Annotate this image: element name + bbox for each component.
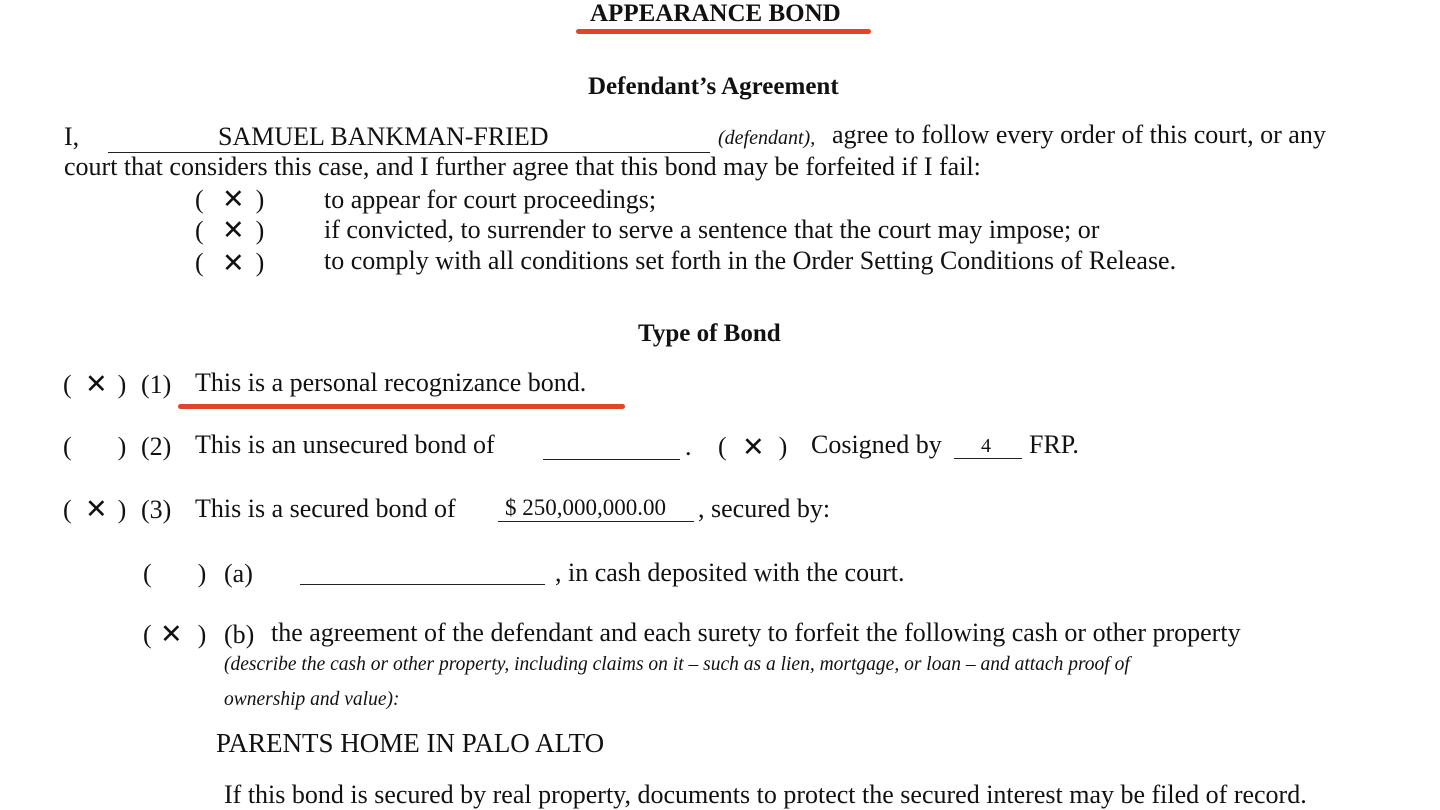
- bond-3a-text: , in cash deposited with the court.: [555, 558, 905, 587]
- type-of-bond-heading: Type of Bond: [638, 320, 781, 347]
- bond-3a-number: (a): [224, 559, 253, 588]
- bond-2-amount-line: [543, 459, 680, 460]
- bond-2-number: (2): [141, 432, 172, 461]
- bond-1-number: (1): [141, 370, 172, 399]
- checkbox-cosigned[interactable]: ( ): [718, 432, 788, 461]
- bond-3-text: This is a secured bond of: [195, 494, 456, 523]
- bond-2-text: This is an unsecured bond of: [195, 430, 495, 459]
- x-mark-icon: ✕: [742, 432, 765, 463]
- agreement-heading: Defendant’s Agreement: [588, 73, 839, 100]
- agreement-item-comply: to comply with all conditions set forth in the Order Setting Conditions of Release.: [324, 246, 1177, 275]
- bond-3b-note-line2: ownership and value):: [224, 689, 400, 710]
- checkbox-bond-3a[interactable]: ( ): [143, 559, 207, 588]
- cosigned-suffix: FRP.: [1029, 430, 1079, 459]
- checkbox-comply[interactable]: ( ): [195, 248, 265, 277]
- agreement-item-appear: to appear for court proceedings;: [324, 185, 657, 214]
- x-mark-icon: ✕: [160, 619, 183, 650]
- bond-1-text: This is a personal recognizance bond.: [195, 368, 587, 397]
- bond-3b-text: the agreement of the defendant and each surety to forfeit the following cash or other property: [271, 618, 1241, 647]
- title-highlight-underline: [576, 29, 871, 34]
- agreement-prefix: I,: [64, 122, 80, 151]
- checkbox-appear[interactable]: ( ): [195, 185, 265, 214]
- document-title: APPEARANCE BOND: [590, 0, 841, 27]
- secured-property: PARENTS HOME IN PALO ALTO: [216, 728, 605, 758]
- defendant-name: SAMUEL BANKMAN-FRIED: [218, 122, 549, 151]
- checkbox-bond-3[interactable]: ( ): [63, 495, 127, 524]
- bond-2-period: .: [685, 432, 692, 461]
- x-mark-icon: ✕: [222, 184, 245, 215]
- bond-3-suffix: , secured by:: [698, 494, 831, 523]
- x-mark-icon: ✕: [222, 248, 245, 279]
- checkbox-bond-3b[interactable]: ( ): [143, 620, 207, 649]
- bond-3b-note-line1: (describe the cash or other property, including claims on it – such as a lien, mortgage, or loan – and attach proof of: [224, 654, 1130, 675]
- cosigned-count-line: [954, 458, 1022, 459]
- checkbox-bond-2[interactable]: ( ): [63, 432, 127, 461]
- agreement-line2: court that considers this case, and I further agree that this bond may be forfeited if I fail:: [64, 152, 981, 181]
- x-mark-icon: ✕: [85, 494, 108, 525]
- real-property-note-cutoff: If this bond is secured by real property, documents to protect the secured interest may be filed of record.: [224, 780, 1307, 809]
- bond-3-amount: $ 250,000,000.00: [505, 495, 666, 520]
- bond-3a-amount-line: [300, 584, 545, 585]
- bond-3-number: (3): [141, 495, 172, 524]
- cosigned-count: 4: [981, 435, 991, 457]
- agreement-item-surrender: if convicted, to surrender to serve a sentence that the court may impose; or: [324, 215, 1100, 244]
- x-mark-icon: ✕: [222, 215, 245, 246]
- agreement-line1-rest: agree to follow every order of this court, or any: [832, 120, 1326, 149]
- bond-1-highlight-underline: [178, 404, 625, 409]
- checkbox-surrender[interactable]: ( ): [195, 216, 265, 245]
- checkbox-bond-1[interactable]: ( ): [63, 370, 127, 399]
- cosigned-label: Cosigned by: [811, 430, 942, 459]
- x-mark-icon: ✕: [85, 369, 108, 400]
- bond-3b-number: (b): [224, 620, 255, 649]
- defendant-tag: (defendant),: [718, 127, 816, 149]
